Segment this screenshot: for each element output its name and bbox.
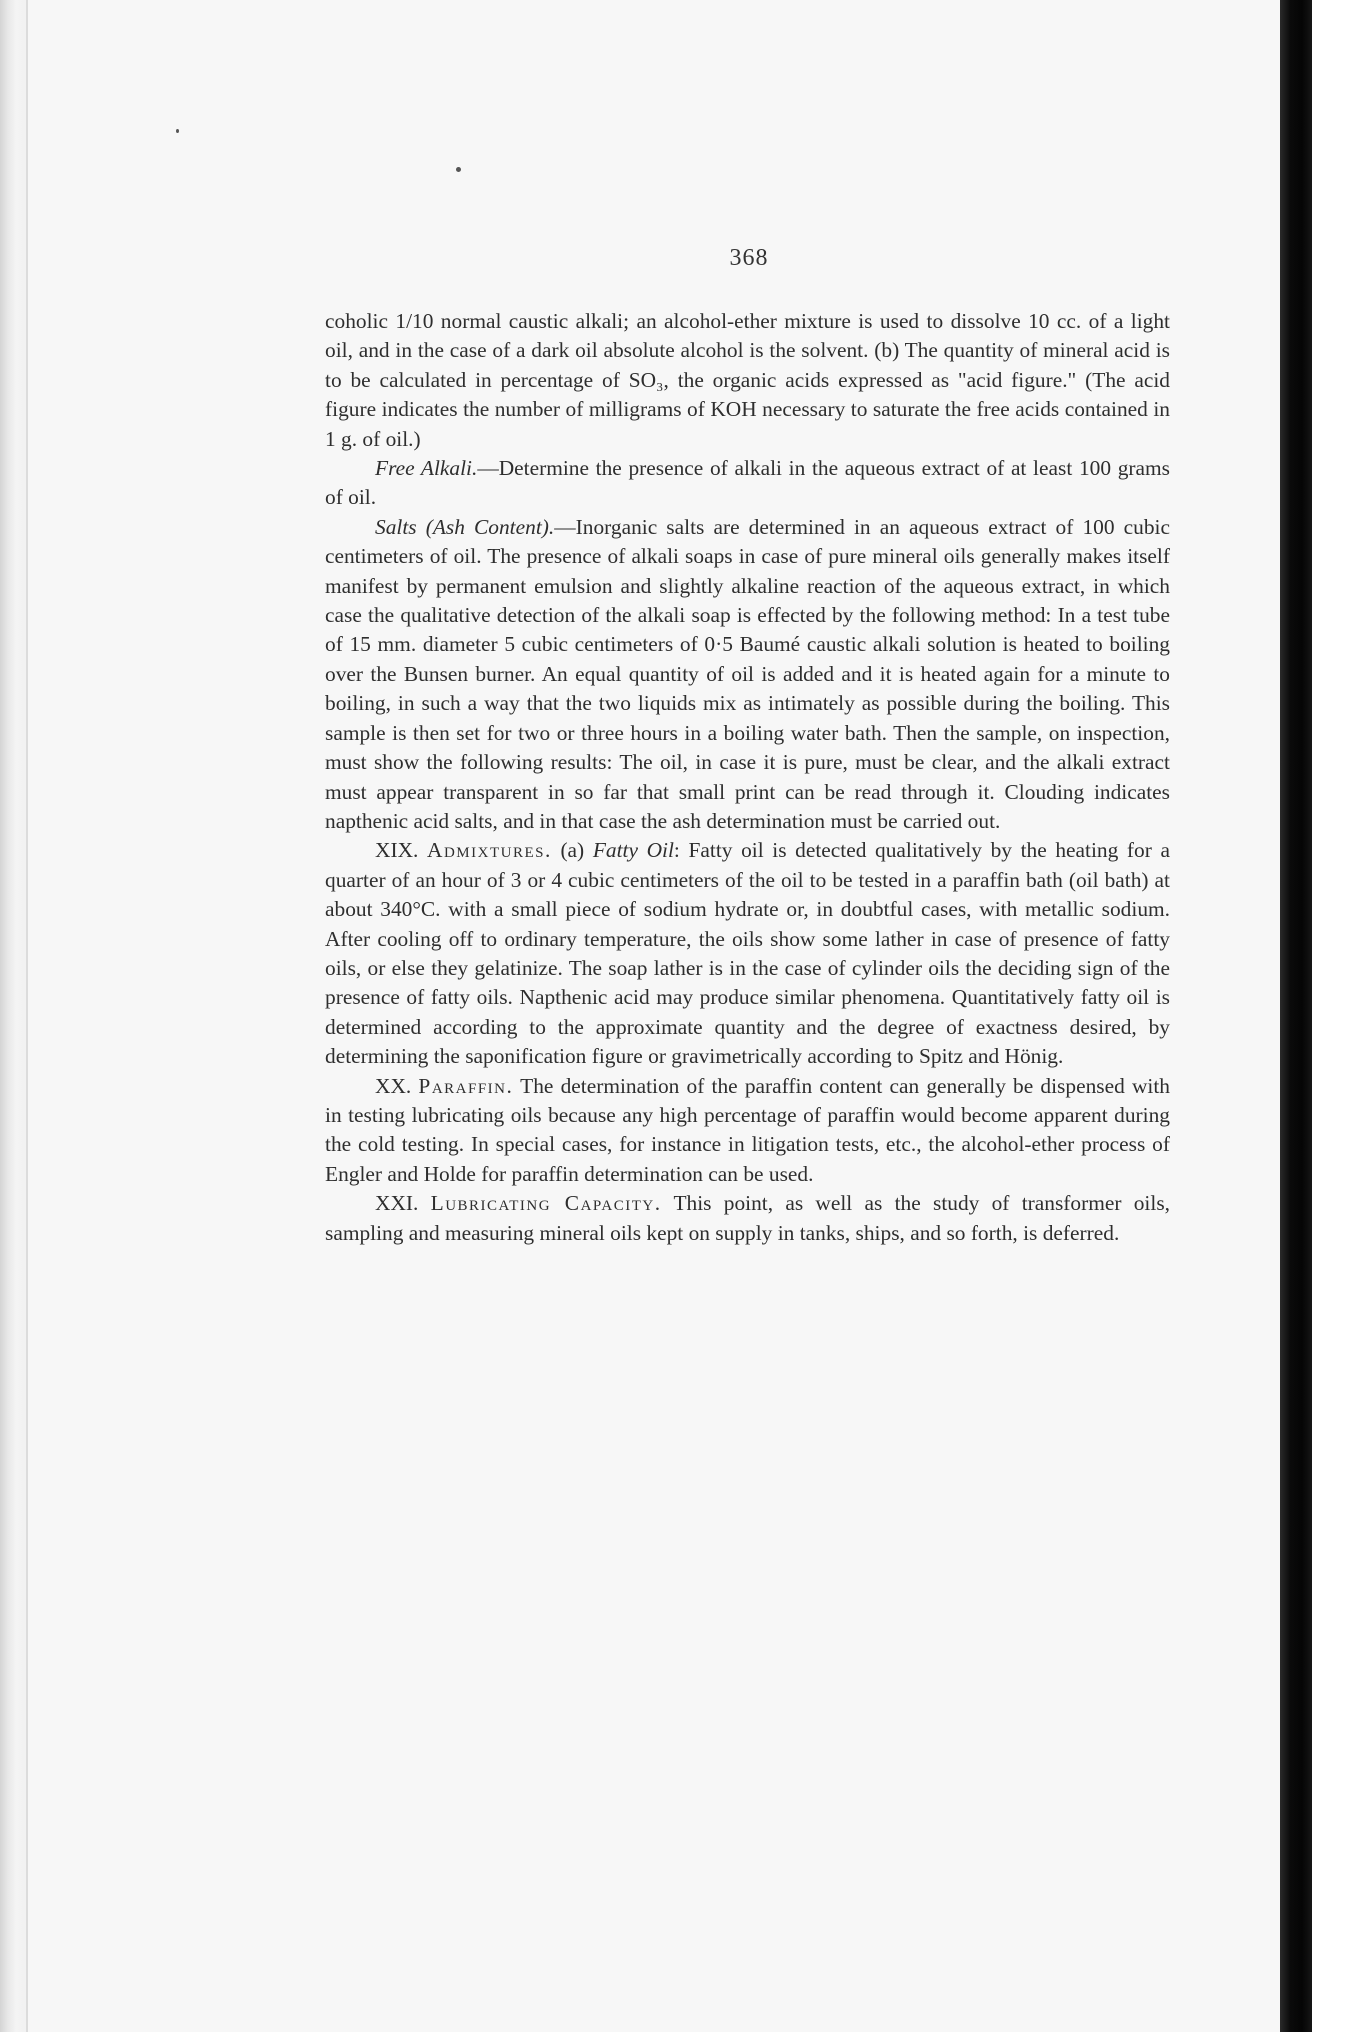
lubricating-text: This point, as well as the study of transformer oils, sampling and measuring mineral oils kept on supply in tanks, ships, and so forth, is deferred. bbox=[325, 1191, 1170, 1245]
section-title-paraffin: Paraffin. bbox=[418, 1073, 514, 1098]
ink-speck bbox=[176, 129, 179, 133]
section-number-xxi: XXI. bbox=[375, 1191, 419, 1216]
section-title-admixtures: Admixtures. bbox=[427, 838, 552, 863]
paragraph-admixtures bbox=[325, 836, 1170, 1071]
salts-text: —Inorganic salts are determined in an aqueous extract of 100 cubic centimeters of oil. The presence of alkali soaps in case of pure mineral oils generally makes itself manifest by permanent emulsion and slightly alkaline reaction of the aqueous extract, in which case the qualitative detection of the alkali soap is effected by the following method: In a test tube of 15 mm. diameter 5 cubic centimeters of 0·5 Baumé caustic alkali solution is heated to boiling over the Bunsen burner. An equal quantity of oil is added and it is heated again for a minute to boiling, in such a way that the two liquids mix as intimately as possible during the boiling. This sample is then set for two or three hours in a boiling water bath. Then the sample, on inspection, must show the following results: The oil, in case it is pure, must be clear, and the alkali extract must appear transparent in so far that small print can be read through it. Clouding indicates napthenic acid salts, and in that case the ash determination must be carried out. bbox=[325, 514, 1170, 833]
section-number-xix: XIX. bbox=[375, 838, 419, 863]
paragraph-paraffin bbox=[325, 1072, 1170, 1190]
free-alkali-text: —Determine the presence of alkali in the aqueous extract of at least 100 grams of oil. bbox=[325, 456, 1170, 510]
section-title-lubricating: Lubricating Capacity. bbox=[430, 1191, 662, 1216]
section-number-xx: XX. bbox=[375, 1073, 412, 1098]
paragraph-lubricating bbox=[325, 1189, 1170, 1248]
paraffin-text: The determination of the paraffin content can generally be dispensed with in testing lubricating oils because any high percentage of paraffin would become apparent during the cold testing. In special cases, for instance in litigation tests, etc., the alcohol-ether process of Engler and Holde for paraffin determination can be used. bbox=[325, 1073, 1170, 1186]
left-page-edge bbox=[0, 0, 28, 2032]
paragraph-acid-continuation: coholic 1/10 normal caustic alkali; an alcohol-ether mixture is used to dissolve 10 cc. of a light oil, and in the case of a dark oil absolute alcohol is the solvent. (b) The quantity of mineral acid is to be calculated in percentage of SO₃, the organic acids expressed as "acid figure." (The acid figure indicates the number of milligrams of KOH necessary to saturate the free acids contained in 1 g. of oil.) bbox=[325, 309, 1170, 451]
book-spine-shadow bbox=[1280, 0, 1312, 2032]
body-text bbox=[325, 307, 1170, 1248]
free-alkali-heading: Free Alkali. bbox=[375, 456, 478, 481]
paragraph-free-alkali bbox=[325, 454, 1170, 513]
facing-page-edge bbox=[1312, 0, 1368, 2032]
admixtures-text: : Fatty oil is detected qualitatively by the heating for a quarter of an hour of 3 or 4 cubic centimeters of the oil to be tested in a paraffin bath (oil bath) at about 340°C. with a small piece of sodium hydrate or, in doubtful cases, with metallic sodium. After cooling off to ordinary temperature, the oils show some lather in case of presence of fatty oils, or else they gelatinize. The soap lather is in the case of cylinder oils the deciding sign of the presence of fatty oils. Napthenic acid may produce similar phenomena. Quantitatively fatty oil is determined according to the approximate quantity and the degree of exactness desired, by determining the saponification figure or gravimetrically according to Spitz and Hönig. bbox=[325, 838, 1170, 1069]
fatty-oil-heading: Fatty Oil bbox=[592, 838, 674, 863]
ink-speck bbox=[456, 167, 461, 172]
paragraph-salts bbox=[325, 513, 1170, 836]
admixtures-sub-label: (a) bbox=[560, 838, 585, 863]
page-number: 368 bbox=[729, 245, 769, 271]
salts-heading: Salts (Ash Content). bbox=[375, 514, 555, 539]
